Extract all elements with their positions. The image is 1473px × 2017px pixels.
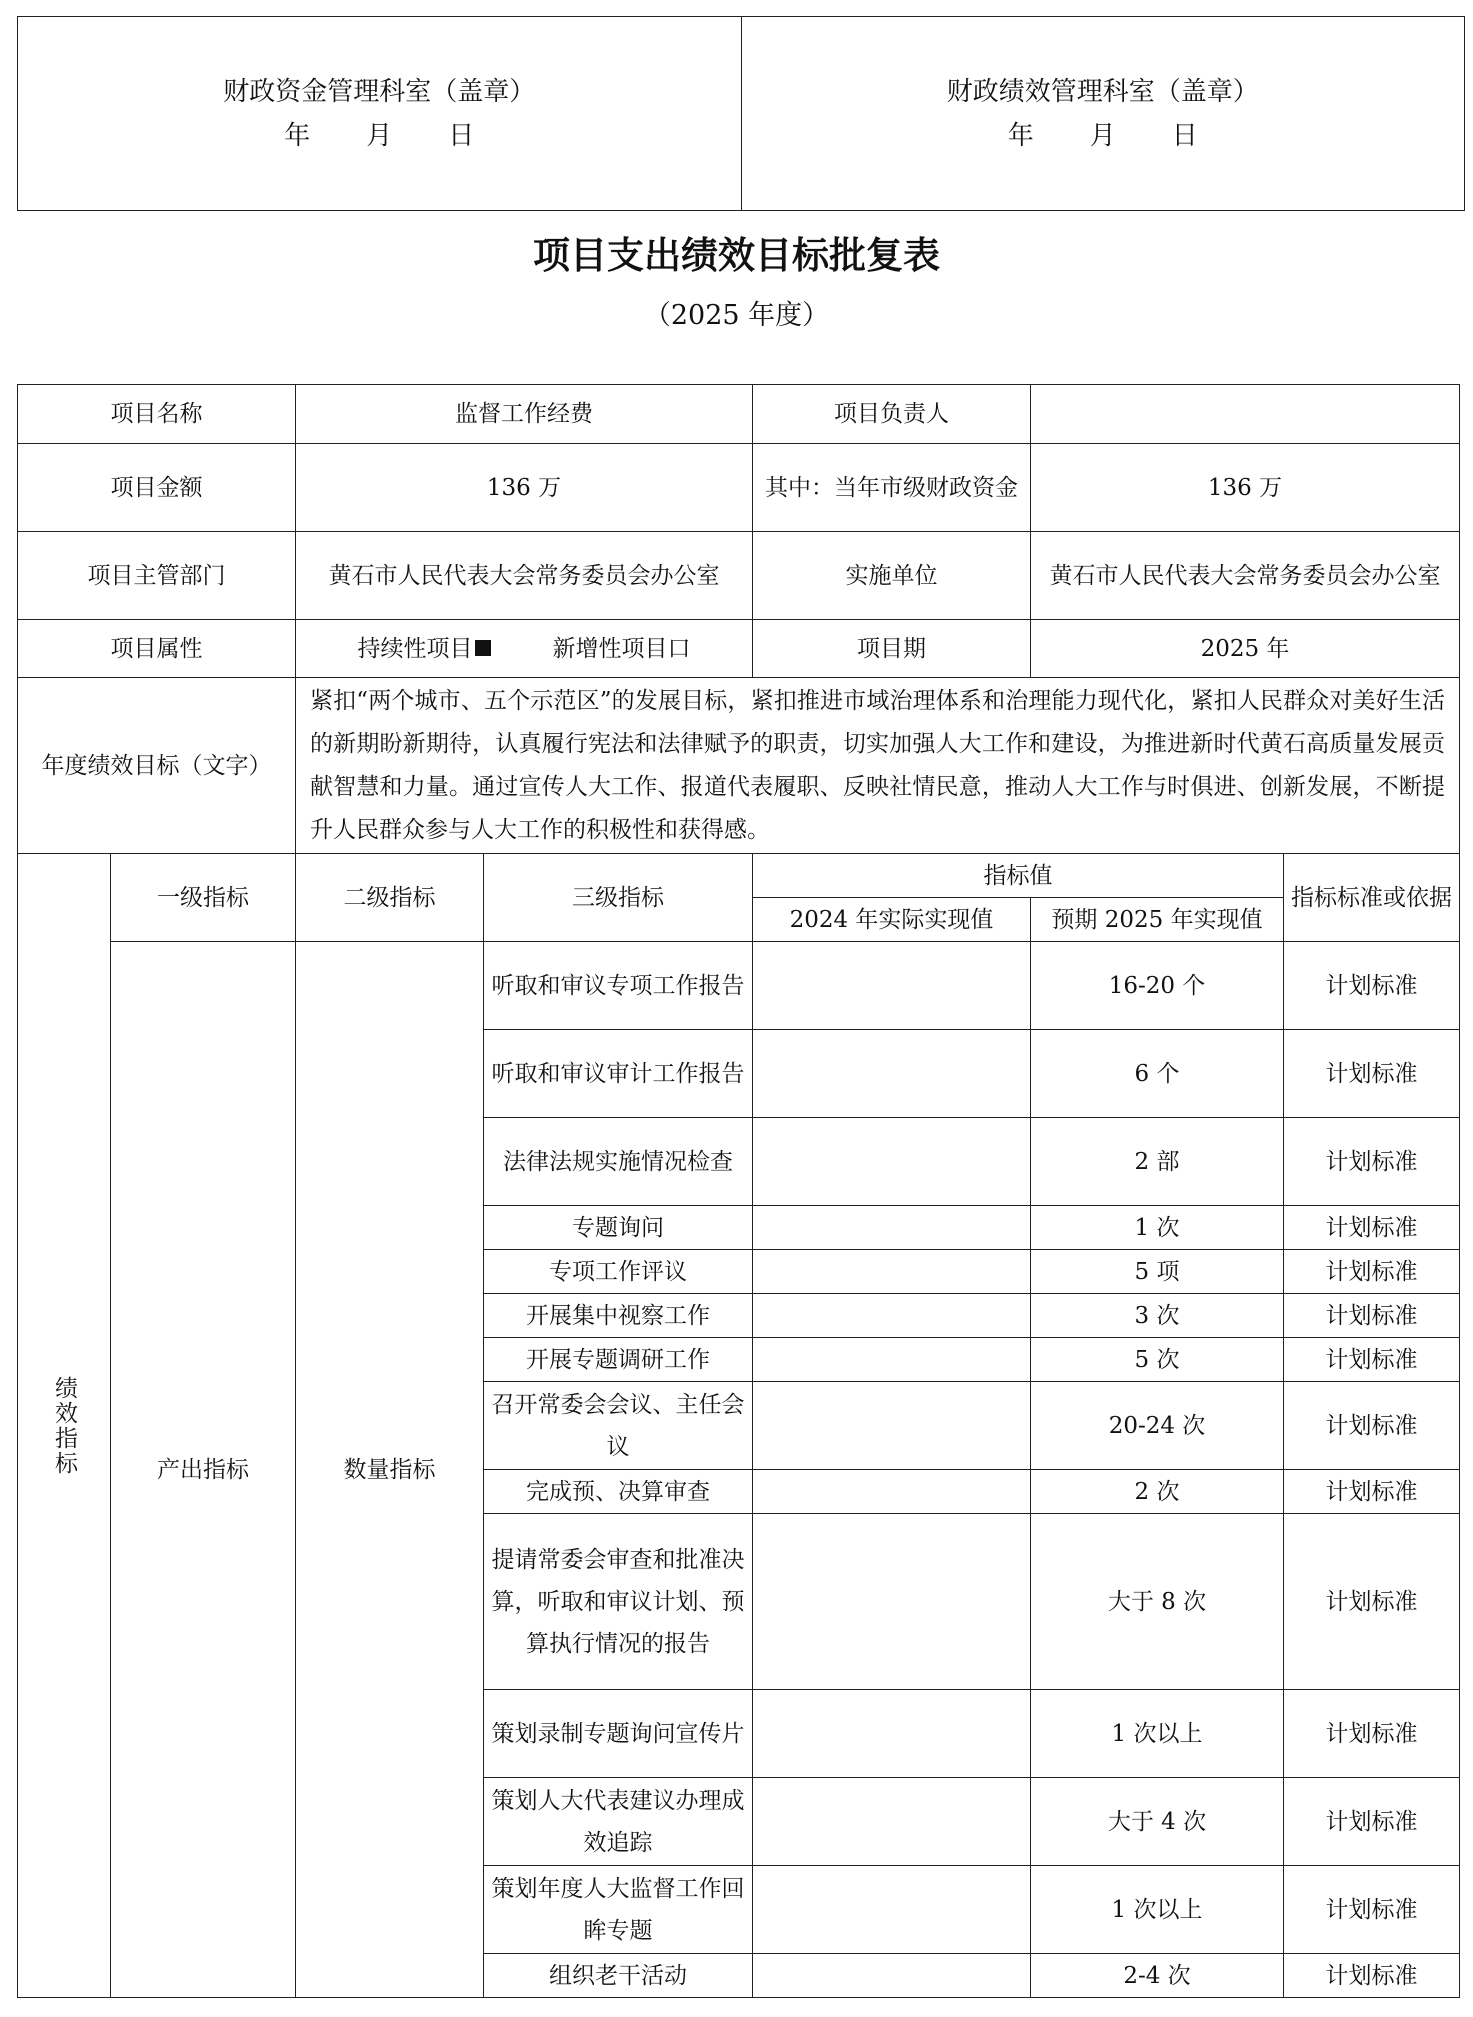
row-name: 专题询问 (484, 1206, 753, 1250)
row-name: 策划人大代表建议办理成效追踪 (484, 1778, 753, 1866)
page-title: 项目支出绩效目标批复表 (533, 234, 940, 277)
attr-new: 新增性项目口 (552, 635, 691, 662)
row-actual (753, 1294, 1031, 1338)
goal-label: 年度绩效目标（文字） (18, 678, 296, 854)
row-name: 专项工作评议 (484, 1250, 753, 1294)
table-row (18, 942, 1460, 1030)
row-name: 听取和审议审计工作报告 (484, 1030, 753, 1118)
row-name: 完成预、决算审查 (484, 1470, 753, 1514)
row-expected: 1 次 (1031, 1206, 1284, 1250)
row-actual (753, 1382, 1031, 1470)
row-basis: 计划标准 (1284, 1250, 1460, 1294)
row-expected: 5 次 (1031, 1338, 1284, 1382)
row-name: 开展专题调研工作 (484, 1338, 753, 1382)
row-name: 提请常委会审查和批准决算，听取和审议计划、预算执行情况的报告 (484, 1514, 753, 1690)
date-year: 年 (284, 120, 311, 151)
dept-label: 项目主管部门 (18, 532, 296, 620)
level1-value: 产出指标 (111, 942, 296, 1998)
level2-value: 数量指标 (296, 942, 484, 1998)
period-label: 项目期 (753, 620, 1031, 678)
row-basis: 计划标准 (1284, 1514, 1460, 1690)
row-name: 开展集中视察工作 (484, 1294, 753, 1338)
page-subtitle: （2025 年度） (643, 300, 830, 331)
row-basis: 计划标准 (1284, 1118, 1460, 1206)
impl-value: 黄石市人民代表大会常务委员会办公室 (1031, 532, 1460, 620)
row-amount (18, 444, 1460, 532)
row-expected: 2-4 次 (1031, 1954, 1284, 1998)
row-project-name (18, 385, 1460, 444)
checked-box-icon (475, 640, 491, 656)
row-dept (18, 532, 1460, 620)
stamp-left-date (256, 114, 502, 158)
stamp-right-label: 财政绩效管理科室（盖章） (946, 76, 1259, 107)
row-expected: 20-24 次 (1031, 1382, 1284, 1470)
row-expected: 1 次以上 (1031, 1690, 1284, 1778)
row-expected: 大于 4 次 (1031, 1778, 1284, 1866)
row-actual (753, 1470, 1031, 1514)
amount-label: 项目金额 (18, 444, 296, 532)
col-2024: 2024 年实际实现值 (753, 898, 1031, 942)
row-expected: 5 项 (1031, 1250, 1284, 1294)
row-basis: 计划标准 (1284, 1206, 1460, 1250)
row-actual (753, 1118, 1031, 1206)
attr-value (296, 620, 753, 678)
row-basis: 计划标准 (1284, 1954, 1460, 1998)
row-actual (753, 942, 1031, 1030)
row-expected: 16-20 个 (1031, 942, 1284, 1030)
section-label-cell (18, 854, 111, 1998)
date-day: 日 (1171, 120, 1198, 151)
row-attr (18, 620, 1460, 678)
row-actual (753, 1690, 1031, 1778)
col-level3: 三级指标 (484, 854, 753, 942)
project-name-label: 项目名称 (18, 385, 296, 444)
row-expected: 1 次以上 (1031, 1866, 1284, 1954)
date-month: 月 (366, 120, 393, 151)
row-basis: 计划标准 (1284, 1470, 1460, 1514)
amount-value: 136 万 (296, 444, 753, 532)
stamp-left (18, 17, 741, 210)
row-expected: 大于 8 次 (1031, 1514, 1284, 1690)
approval-table (17, 384, 1460, 1998)
row-basis: 计划标准 (1284, 1382, 1460, 1470)
row-actual (753, 1778, 1031, 1866)
row-basis: 计划标准 (1284, 1778, 1460, 1866)
stamp-box (17, 16, 1465, 211)
row-name: 策划录制专题询问宣传片 (484, 1690, 753, 1778)
row-actual (753, 1250, 1031, 1294)
section-label: 绩效指标 (51, 1375, 77, 1476)
attr-continuing: 持续性项目 (357, 635, 473, 662)
goal-text: 紧扣“两个城市、五个示范区”的发展目标，紧扣推进市域治理体系和治理能力现代化，紧扣人民群众对美好生活的新期盼新期待，认真履行宪法和法律赋予的职责，切实加强人大工作和建设，为推进新时代黄石高质量发展贡献智慧和力量。通过宣传人大工作、报道代表履职、反映社情民意，推动人大工作与时俱进、创新发展，不断提升人民群众参与人大工作的积极性和获得感。 (296, 678, 1460, 854)
col-2025: 预期 2025 年实现值 (1031, 898, 1284, 942)
row-actual (753, 1514, 1031, 1690)
col-level2: 二级指标 (296, 854, 484, 942)
col-value: 指标值 (753, 854, 1284, 898)
dept-value: 黄石市人民代表大会常务委员会办公室 (296, 532, 753, 620)
col-basis: 指标标准或依据 (1284, 854, 1460, 942)
row-basis: 计划标准 (1284, 1690, 1460, 1778)
row-expected: 2 次 (1031, 1470, 1284, 1514)
row-name: 法律法规实施情况检查 (484, 1118, 753, 1206)
row-actual (753, 1338, 1031, 1382)
row-name: 策划年度人大监督工作回眸专题 (484, 1866, 753, 1954)
row-basis: 计划标准 (1284, 1294, 1460, 1338)
row-goal (18, 678, 1460, 854)
city-fund-label: 其中：当年市级财政资金 (753, 444, 1031, 532)
row-name: 听取和审议专项工作报告 (484, 942, 753, 1030)
impl-label: 实施单位 (753, 532, 1031, 620)
period-value: 2025 年 (1031, 620, 1460, 678)
date-year: 年 (1007, 120, 1034, 151)
col-level1: 一级指标 (111, 854, 296, 942)
row-basis: 计划标准 (1284, 1338, 1460, 1382)
row-actual (753, 1954, 1031, 1998)
leader-value (1031, 385, 1460, 444)
row-basis: 计划标准 (1284, 1030, 1460, 1118)
row-basis: 计划标准 (1284, 942, 1460, 1030)
date-month: 月 (1089, 120, 1116, 151)
row-basis: 计划标准 (1284, 1866, 1460, 1954)
row-expected: 2 部 (1031, 1118, 1284, 1206)
row-actual (753, 1206, 1031, 1250)
city-fund-value: 136 万 (1031, 444, 1460, 532)
row-actual (753, 1030, 1031, 1118)
row-name: 组织老干活动 (484, 1954, 753, 1998)
stamp-left-label: 财政资金管理科室（盖章） (223, 76, 536, 107)
leader-label: 项目负责人 (753, 385, 1031, 444)
row-actual (753, 1866, 1031, 1954)
stamp-right-date (980, 114, 1226, 158)
row-expected: 3 次 (1031, 1294, 1284, 1338)
attr-label: 项目属性 (18, 620, 296, 678)
project-name-value: 监督工作经费 (296, 385, 753, 444)
row-name: 召开常委会会议、主任会议 (484, 1382, 753, 1470)
row-expected: 6 个 (1031, 1030, 1284, 1118)
stamp-right (741, 17, 1465, 210)
date-day: 日 (448, 120, 475, 151)
indicator-header-row (18, 854, 1460, 898)
